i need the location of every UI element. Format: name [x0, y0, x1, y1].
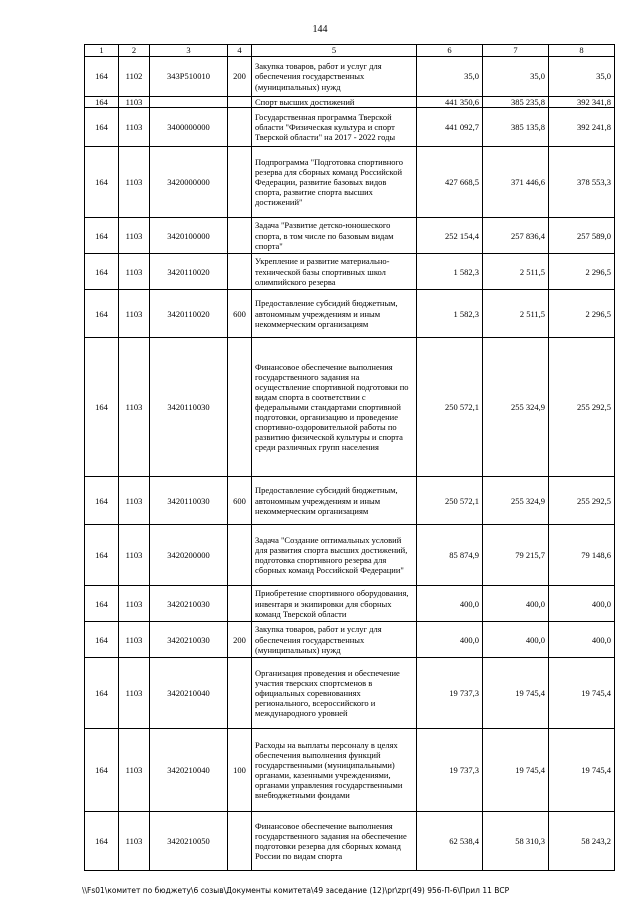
cell-description: Финансовое обеспечение выполнения государственного задания на осуществление спортивной подготовки по видам спорта в соответствии с федеральными стандартами спортивной подготовки, организацию и проведение спортивно-оздоровительной работы по развитию физической культуры и спорта среди различных групп населения	[252, 338, 417, 477]
cell-code-2: 1103	[119, 622, 150, 658]
cell-code-1: 164	[85, 812, 119, 871]
cell-code-2: 1103	[119, 477, 150, 525]
cell-description: Государственная программа Тверской области "Физическая культура и спорт Тверской области" на 2017 - 2022 годы	[252, 108, 417, 147]
cell-amount-2021: 385 235,8	[483, 97, 549, 108]
cell-expense-type	[228, 338, 252, 477]
column-header: 6	[417, 45, 483, 57]
cell-amount-2022: 2 296,5	[549, 290, 615, 338]
cell-expense-type: 200	[228, 622, 252, 658]
cell-amount-2021: 255 324,9	[483, 338, 549, 477]
cell-code-1: 164	[85, 622, 119, 658]
table-row	[85, 658, 615, 729]
cell-target-code: 3420110020	[150, 254, 228, 290]
cell-amount-2022: 35,0	[549, 57, 615, 97]
cell-amount-2020: 252 154,4	[417, 218, 483, 254]
cell-amount-2021: 19 745,4	[483, 729, 549, 812]
cell-code-2: 1103	[119, 218, 150, 254]
cell-code-1: 164	[85, 290, 119, 338]
cell-amount-2021: 2 511,5	[483, 254, 549, 290]
cell-description: Задача "Развитие детско-юношеского спорта, в том числе по базовым видам спорта"	[252, 218, 417, 254]
cell-description: Закупка товаров, работ и услуг для обеспечения государственных (муниципальных) нужд	[252, 622, 417, 658]
cell-target-code: 3420110030	[150, 338, 228, 477]
cell-amount-2020: 35,0	[417, 57, 483, 97]
table-row	[85, 218, 615, 254]
cell-expense-type	[228, 147, 252, 218]
cell-description: Задача "Создание оптимальных условий для развития спорта высших достижений, подготовка спортивного резерва для сборных команд Российской Федерации"	[252, 525, 417, 586]
cell-amount-2021: 35,0	[483, 57, 549, 97]
cell-code-1: 164	[85, 218, 119, 254]
cell-amount-2022: 392 341,8	[549, 97, 615, 108]
cell-code-1: 164	[85, 586, 119, 622]
column-header: 8	[549, 45, 615, 57]
cell-amount-2020: 441 350,6	[417, 97, 483, 108]
cell-description: Расходы на выплаты персоналу в целях обеспечения выполнения функций государственными (муниципальными) органами, казенными учреждениями, органами управления государственными внебюджетными фондами	[252, 729, 417, 812]
cell-expense-type	[228, 254, 252, 290]
cell-target-code: 3400000000	[150, 108, 228, 147]
table-row	[85, 57, 615, 97]
cell-expense-type: 600	[228, 290, 252, 338]
column-header: 1	[85, 45, 119, 57]
cell-code-2: 1103	[119, 147, 150, 218]
cell-amount-2022: 400,0	[549, 586, 615, 622]
cell-amount-2022: 2 296,5	[549, 254, 615, 290]
column-header: 5	[252, 45, 417, 57]
column-header: 3	[150, 45, 228, 57]
table-row	[85, 477, 615, 525]
cell-amount-2020: 1 582,3	[417, 254, 483, 290]
table-row	[85, 290, 615, 338]
cell-expense-type	[228, 218, 252, 254]
table-row	[85, 338, 615, 477]
cell-amount-2021: 371 446,6	[483, 147, 549, 218]
cell-amount-2020: 62 538,4	[417, 812, 483, 871]
cell-amount-2022: 400,0	[549, 622, 615, 658]
cell-description: Укрепление и развитие материально-технической базы спортивных школ олимпийского резерва	[252, 254, 417, 290]
cell-amount-2022: 378 553,3	[549, 147, 615, 218]
column-header: 2	[119, 45, 150, 57]
table-row	[85, 622, 615, 658]
cell-amount-2022: 392 241,8	[549, 108, 615, 147]
cell-target-code: 3420210040	[150, 658, 228, 729]
cell-code-2: 1103	[119, 729, 150, 812]
cell-target-code	[150, 97, 228, 108]
cell-amount-2021: 257 836,4	[483, 218, 549, 254]
cell-code-2: 1103	[119, 108, 150, 147]
table-row	[85, 147, 615, 218]
cell-code-1: 164	[85, 97, 119, 108]
cell-target-code: 3420210030	[150, 622, 228, 658]
cell-amount-2022: 257 589,0	[549, 218, 615, 254]
cell-amount-2020: 19 737,3	[417, 658, 483, 729]
cell-description: Подпрограмма "Подготовка спортивного резерва для сборных команд Российской Федерации, развитие базовых видов спорта, развитие спорта высших достижений"	[252, 147, 417, 218]
cell-code-1: 164	[85, 338, 119, 477]
cell-expense-type	[228, 97, 252, 108]
cell-code-2: 1103	[119, 812, 150, 871]
cell-code-2: 1103	[119, 290, 150, 338]
cell-amount-2020: 400,0	[417, 586, 483, 622]
column-header: 7	[483, 45, 549, 57]
cell-code-1: 164	[85, 147, 119, 218]
cell-amount-2020: 427 668,5	[417, 147, 483, 218]
cell-amount-2021: 79 215,7	[483, 525, 549, 586]
cell-expense-type: 600	[228, 477, 252, 525]
cell-expense-type	[228, 658, 252, 729]
cell-amount-2021: 400,0	[483, 622, 549, 658]
cell-target-code: 3420110030	[150, 477, 228, 525]
cell-amount-2020: 441 092,7	[417, 108, 483, 147]
cell-code-2: 1103	[119, 254, 150, 290]
table-row	[85, 254, 615, 290]
cell-target-code: 3420200000	[150, 525, 228, 586]
cell-code-1: 164	[85, 57, 119, 97]
cell-amount-2020: 400,0	[417, 622, 483, 658]
table-row	[85, 108, 615, 147]
cell-description: Предоставление субсидий бюджетным, автономным учреждениям и иным некоммерческим организациям	[252, 290, 417, 338]
cell-target-code: 3420210040	[150, 729, 228, 812]
cell-code-2: 1103	[119, 586, 150, 622]
cell-code-1: 164	[85, 525, 119, 586]
cell-code-1: 164	[85, 108, 119, 147]
cell-expense-type: 100	[228, 729, 252, 812]
cell-expense-type	[228, 525, 252, 586]
cell-description: Организация проведения и обеспечение участия тверских спортсменов в официальных соревнованиях регионального, всероссийского и международного уровней	[252, 658, 417, 729]
page-number: 144	[312, 24, 328, 35]
table-row	[85, 97, 615, 108]
cell-code-2: 1103	[119, 97, 150, 108]
cell-amount-2020: 85 874,9	[417, 525, 483, 586]
cell-code-2: 1103	[119, 525, 150, 586]
cell-expense-type: 200	[228, 57, 252, 97]
cell-amount-2021: 400,0	[483, 586, 549, 622]
cell-amount-2021: 19 745,4	[483, 658, 549, 729]
cell-target-code: 3420210050	[150, 812, 228, 871]
cell-target-code: 3420100000	[150, 218, 228, 254]
file-path-footer: \\Fs01\комитет по бюджету\6 созыв\Документы комитета\49 заседание (12)\pr\zpr(49) 956-П-6\Прил 11 ВСР	[82, 886, 510, 895]
column-header: 4	[228, 45, 252, 57]
table-row	[85, 812, 615, 871]
cell-amount-2022: 79 148,6	[549, 525, 615, 586]
cell-code-1: 164	[85, 477, 119, 525]
table-header-row	[85, 45, 615, 57]
cell-expense-type	[228, 812, 252, 871]
cell-expense-type	[228, 108, 252, 147]
cell-target-code: 343P510010	[150, 57, 228, 97]
cell-target-code: 3420210030	[150, 586, 228, 622]
cell-amount-2021: 2 511,5	[483, 290, 549, 338]
cell-amount-2020: 250 572,1	[417, 477, 483, 525]
cell-amount-2022: 255 292,5	[549, 338, 615, 477]
cell-target-code: 3420000000	[150, 147, 228, 218]
cell-target-code: 3420110020	[150, 290, 228, 338]
cell-description: Закупка товаров, работ и услуг для обеспечения государственных (муниципальных) нужд	[252, 57, 417, 97]
cell-code-2: 1102	[119, 57, 150, 97]
table-row	[85, 586, 615, 622]
cell-amount-2021: 255 324,9	[483, 477, 549, 525]
cell-amount-2020: 1 582,3	[417, 290, 483, 338]
cell-code-2: 1103	[119, 338, 150, 477]
table-row	[85, 729, 615, 812]
cell-code-1: 164	[85, 729, 119, 812]
cell-code-1: 164	[85, 658, 119, 729]
cell-code-2: 1103	[119, 658, 150, 729]
cell-amount-2021: 58 310,3	[483, 812, 549, 871]
cell-code-1: 164	[85, 254, 119, 290]
cell-expense-type	[228, 586, 252, 622]
cell-description: Спорт высших достижений	[252, 97, 417, 108]
cell-amount-2022: 19 745,4	[549, 729, 615, 812]
cell-amount-2020: 19 737,3	[417, 729, 483, 812]
cell-amount-2020: 250 572,1	[417, 338, 483, 477]
cell-amount-2022: 19 745,4	[549, 658, 615, 729]
cell-amount-2022: 58 243,2	[549, 812, 615, 871]
cell-description: Приобретение спортивного оборудования, инвентаря и экипировки для сборных команд Тверской области	[252, 586, 417, 622]
table-row	[85, 525, 615, 586]
cell-amount-2022: 255 292,5	[549, 477, 615, 525]
budget-table	[84, 44, 615, 871]
cell-description: Финансовое обеспечение выполнения государственного задания на обеспечение подготовки резерва для сборных команд России по видам спорта	[252, 812, 417, 871]
cell-description: Предоставление субсидий бюджетным, автономным учреждениям и иным некоммерческим организациям	[252, 477, 417, 525]
cell-amount-2021: 385 135,8	[483, 108, 549, 147]
